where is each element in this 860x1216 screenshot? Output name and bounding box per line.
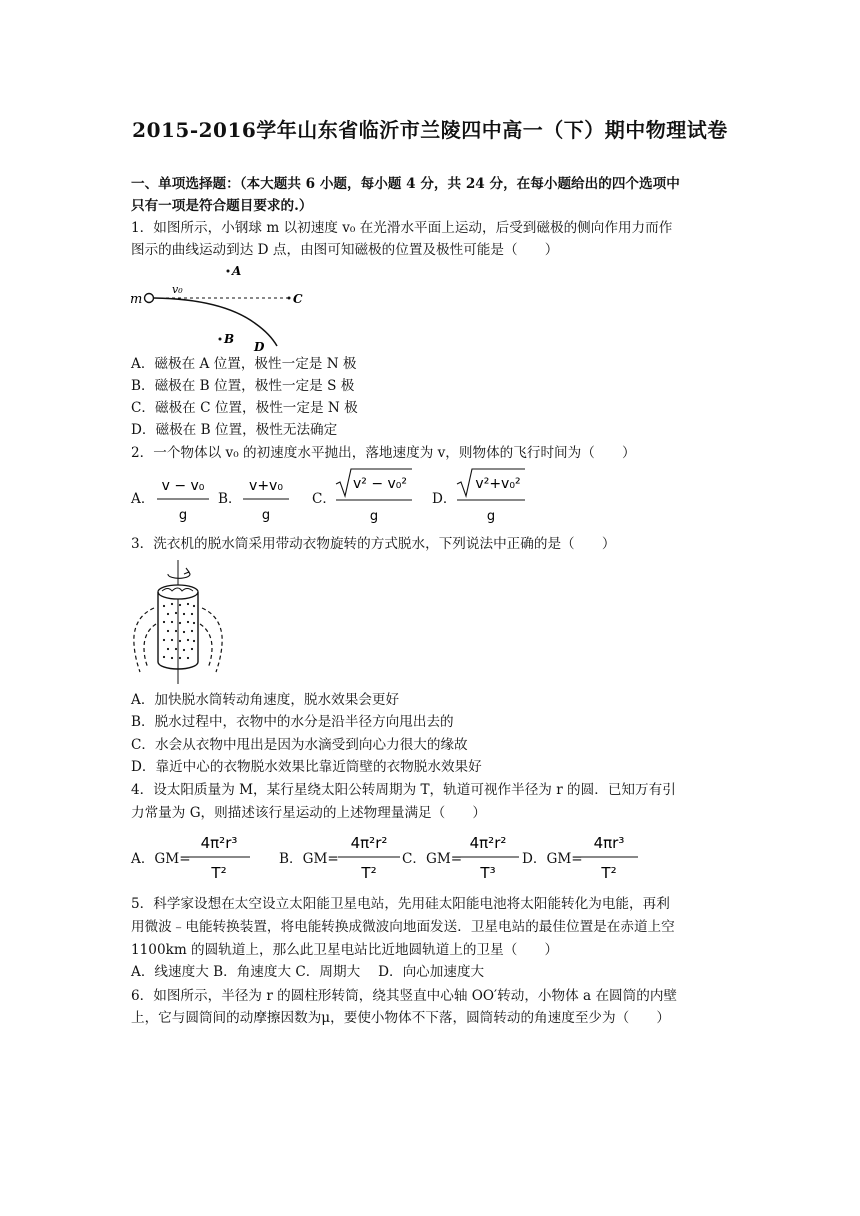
- q4-stem-line2: 力常量为 G，则描述该行星运动的上述物理量满足（ ）: [131, 805, 487, 821]
- q1-option-a: A．磁极在 A 位置，极性一定是 N 极: [131, 356, 357, 372]
- q3-option-c: C．水会从衣物中甩出是因为水滴受到向心力很大的缘故: [131, 737, 468, 753]
- q3-water-spray-left-inner: [144, 624, 156, 668]
- q3-option-d: D．靠近中心的衣物脱水效果比靠近筒壁的衣物脱水效果好: [131, 759, 482, 775]
- q4-a-denominator: T²: [211, 864, 227, 882]
- q2-a-denominator: g: [178, 508, 188, 523]
- q1-option-c: C．磁极在 C 位置，极性一定是 N 极: [131, 400, 358, 416]
- q1-magnet-figure: [128, 262, 308, 352]
- q4-b-denominator: T²: [361, 864, 377, 882]
- q1-point-c: [288, 297, 291, 300]
- q3-spin-dryer-figure: [128, 560, 224, 684]
- q4-d-denominator: T²: [601, 864, 617, 882]
- q3-drum-holes: [163, 603, 195, 659]
- q3-option-a: A．加快脱水筒转动角速度，脱水效果会更好: [131, 692, 400, 708]
- q1-label-v0: v₀: [172, 283, 183, 296]
- q4-label-d: D．GM=: [522, 851, 583, 867]
- q1-stem-line1: 1．如图所示，小钢球 m 以初速度 v₀ 在光滑水平面上运动，后受到磁极的侧向作用力而作: [131, 220, 673, 236]
- q5-stem-line1: 5．科学家设想在太空设立太阳能卫星电站，先用硅太阳能电池将太阳能转化为电能，再利: [131, 896, 670, 912]
- q4-label-a: A．GM=: [131, 851, 191, 867]
- q1-point-a: [227, 270, 230, 273]
- q1-option-b: B．磁极在 B 位置，极性一定是 S 极: [131, 378, 355, 394]
- q2-formula-a: [154, 470, 212, 526]
- q4-formula-c: [455, 828, 521, 886]
- q5-stem-line2: 用微波﹣电能转换装置，将电能转换成微波向地面发送．卫星电站的最佳位置是在赤道上空: [131, 919, 675, 935]
- q1-label-b: B: [224, 332, 235, 346]
- q2-d-denominator: g: [486, 509, 496, 524]
- q3-water-spray-left-outer: [134, 608, 154, 672]
- q2-c-numerator: v² − v₀²: [352, 476, 408, 492]
- q4-b-numerator: 4π²r²: [350, 834, 388, 852]
- q2-label-d: D．: [432, 491, 457, 507]
- q4-formula-b: [336, 828, 402, 886]
- q1-label-d: D: [254, 340, 265, 352]
- q1-option-d: D．磁极在 B 位置，极性无法确定: [131, 422, 338, 438]
- q2-a-numerator: v − v₀: [161, 478, 205, 494]
- q2-b-numerator: v+v₀: [249, 478, 283, 494]
- q1-stem-line2: 图示的曲线运动到达 D 点，由图可知磁极的位置及极性可能是（ ）: [131, 242, 559, 258]
- q3-water-spray-right-inner: [200, 624, 212, 668]
- page-title: 2015-2016学年山东省临沂市兰陵四中高一（下）期中物理试卷: [132, 118, 728, 142]
- q4-d-numerator: 4πr³: [593, 834, 625, 852]
- q2-label-c: C．: [312, 491, 336, 507]
- q4-c-denominator: T³: [480, 864, 496, 882]
- q4-c-numerator: 4π²r²: [469, 834, 507, 852]
- q2-formula-c: [334, 466, 414, 528]
- q2-formula-b: [240, 470, 292, 526]
- q2-formula-d: [455, 466, 527, 528]
- q5-options: A．线速度大 B．角速度大 C．周期大 D．向心加速度大: [131, 964, 485, 980]
- q2-c-denominator: g: [369, 509, 379, 524]
- q4-a-numerator: 4π²r³: [200, 834, 238, 852]
- q1-label-a: A: [232, 264, 242, 278]
- q2-label-b: B．: [218, 491, 242, 507]
- q4-formula-d: [578, 828, 640, 886]
- q2-stem: 2．一个物体以 v₀ 的初速度水平抛出，落地速度为 v，则物体的飞行时间为（ ）: [131, 445, 636, 461]
- q4-formula-a: [186, 828, 252, 886]
- section-heading-line2: 只有一项是符合题目要求的.）: [131, 198, 313, 214]
- q6-stem-line1: 6．如图所示，半径为 r 的圆柱形转筒，绕其竖直中心轴 OO′转动，小物体 a 在圆筒的内壁: [131, 988, 678, 1004]
- q1-ball: [145, 294, 154, 303]
- q3-drum-top: [158, 585, 198, 599]
- q5-stem-line3: 1100km 的圆轨道上，那么此卫星电站比近地圆轨道上的卫星（ ）: [131, 942, 559, 958]
- q2-label-a: A．: [131, 491, 155, 507]
- q4-label-c: C．GM=: [402, 851, 463, 867]
- q6-stem-line2: 上，它与圆筒间的动摩擦因数为μ，要使小物体不下落，圆筒转动的角速度至少为（ ）: [131, 1010, 670, 1026]
- q4-label-b: B．GM=: [279, 851, 339, 867]
- q3-stem: 3．洗衣机的脱水筒采用带动衣物旋转的方式脱水，下列说法中正确的是（ ）: [131, 536, 616, 552]
- section-heading-line1: 一、单项选择题：（本大题共 6 小题，每小题 4 分，共 24 分，在每小题给出的四个选项中: [131, 176, 680, 192]
- q1-curved-path: [154, 298, 277, 346]
- q1-label-m: m: [130, 292, 143, 307]
- q4-stem-line1: 4．设太阳质量为 M，某行星绕太阳公转周期为 T，轨道可视作半径为 r 的圆．已知万有引: [131, 782, 676, 798]
- q1-label-c: C: [293, 292, 303, 306]
- q3-water-spray-right-outer: [202, 608, 222, 672]
- q2-b-denominator: g: [261, 508, 271, 523]
- q1-point-b: [219, 338, 222, 341]
- q3-option-b: B．脱水过程中，衣物中的水分是沿半径方向甩出去的: [131, 714, 454, 730]
- q2-d-numerator: v²+v₀²: [475, 476, 521, 492]
